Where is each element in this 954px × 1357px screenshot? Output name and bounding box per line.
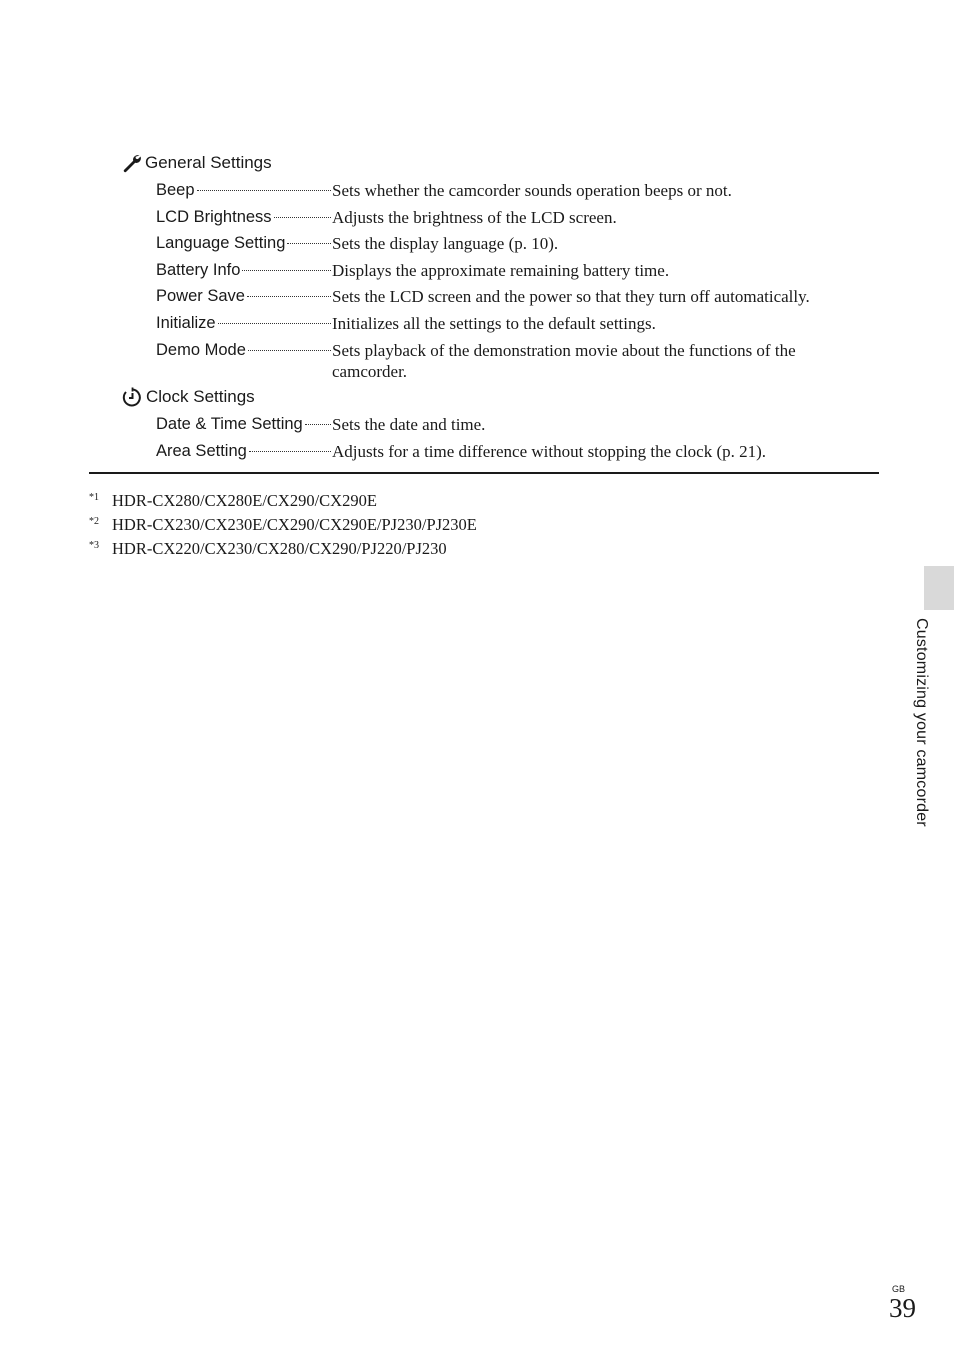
setting-row	[156, 441, 856, 462]
setting-term: Demo Mode	[156, 341, 246, 359]
leader-dots	[242, 270, 331, 271]
setting-row	[156, 340, 856, 382]
leader-dots	[218, 323, 331, 324]
leader-dots	[247, 296, 331, 297]
footnote-mark: *1	[89, 492, 99, 503]
setting-row	[156, 414, 856, 435]
chapter-tab	[924, 566, 954, 610]
section-divider	[89, 472, 879, 474]
clock-settings-title: Clock Settings	[146, 387, 255, 406]
clock-settings-heading	[122, 386, 255, 408]
setting-description: Adjusts for a time difference without stopping the clock (p. 21).	[332, 442, 767, 461]
setting-term: LCD Brightness	[156, 208, 272, 226]
leader-dots	[248, 350, 331, 351]
leader-dots	[287, 243, 331, 244]
general-settings-heading	[122, 152, 272, 174]
footnote-mark: *2	[89, 516, 99, 527]
footnote-mark: *3	[89, 540, 99, 551]
setting-description: Initializes all the settings to the default settings.	[332, 314, 656, 333]
clock-icon	[122, 387, 143, 408]
footnote	[89, 515, 477, 535]
chapter-title: Customizing your camcorder	[913, 618, 930, 827]
wrench-icon	[122, 153, 142, 173]
setting-term: Date & Time Setting	[156, 415, 303, 433]
setting-row	[156, 180, 856, 201]
setting-row	[156, 233, 856, 254]
setting-description: Adjusts the brightness of the LCD screen.	[332, 208, 617, 227]
setting-term: Battery Info	[156, 261, 241, 279]
setting-description: Sets the display language (p. 10).	[332, 234, 559, 253]
footnote	[89, 491, 377, 511]
general-settings-title: General Settings	[145, 153, 272, 172]
setting-term: Beep	[156, 181, 195, 199]
setting-row	[156, 286, 856, 307]
setting-description: Displays the approximate remaining battery time.	[332, 261, 670, 280]
setting-term: Initialize	[156, 314, 216, 332]
leader-dots	[197, 190, 331, 191]
setting-term: Language Setting	[156, 234, 286, 252]
region-code: GB	[892, 1284, 906, 1294]
setting-description: Sets playback of the demonstration movie about the functions of the camcorder.	[332, 341, 796, 381]
footnote-text: HDR-CX280/CX280E/CX290/CX290E	[112, 491, 377, 510]
setting-row	[156, 260, 856, 281]
page-number: 39	[889, 1293, 916, 1323]
leader-dots	[274, 217, 331, 218]
setting-description: Sets the LCD screen and the power so that they turn off automatically.	[332, 287, 810, 306]
leader-dots	[249, 451, 331, 452]
setting-term: Power Save	[156, 287, 245, 305]
footnote-text: HDR-CX220/CX230/CX280/CX290/PJ220/PJ230	[112, 539, 447, 558]
footnote	[89, 539, 447, 559]
footnote-text: HDR-CX230/CX230E/CX290/CX290E/PJ230/PJ230E	[112, 515, 477, 534]
setting-description: Sets whether the camcorder sounds operation beeps or not.	[332, 181, 732, 200]
setting-row	[156, 207, 856, 228]
setting-description: Sets the date and time.	[332, 415, 486, 434]
leader-dots	[305, 424, 331, 425]
setting-term: Area Setting	[156, 442, 247, 460]
setting-row	[156, 313, 856, 334]
